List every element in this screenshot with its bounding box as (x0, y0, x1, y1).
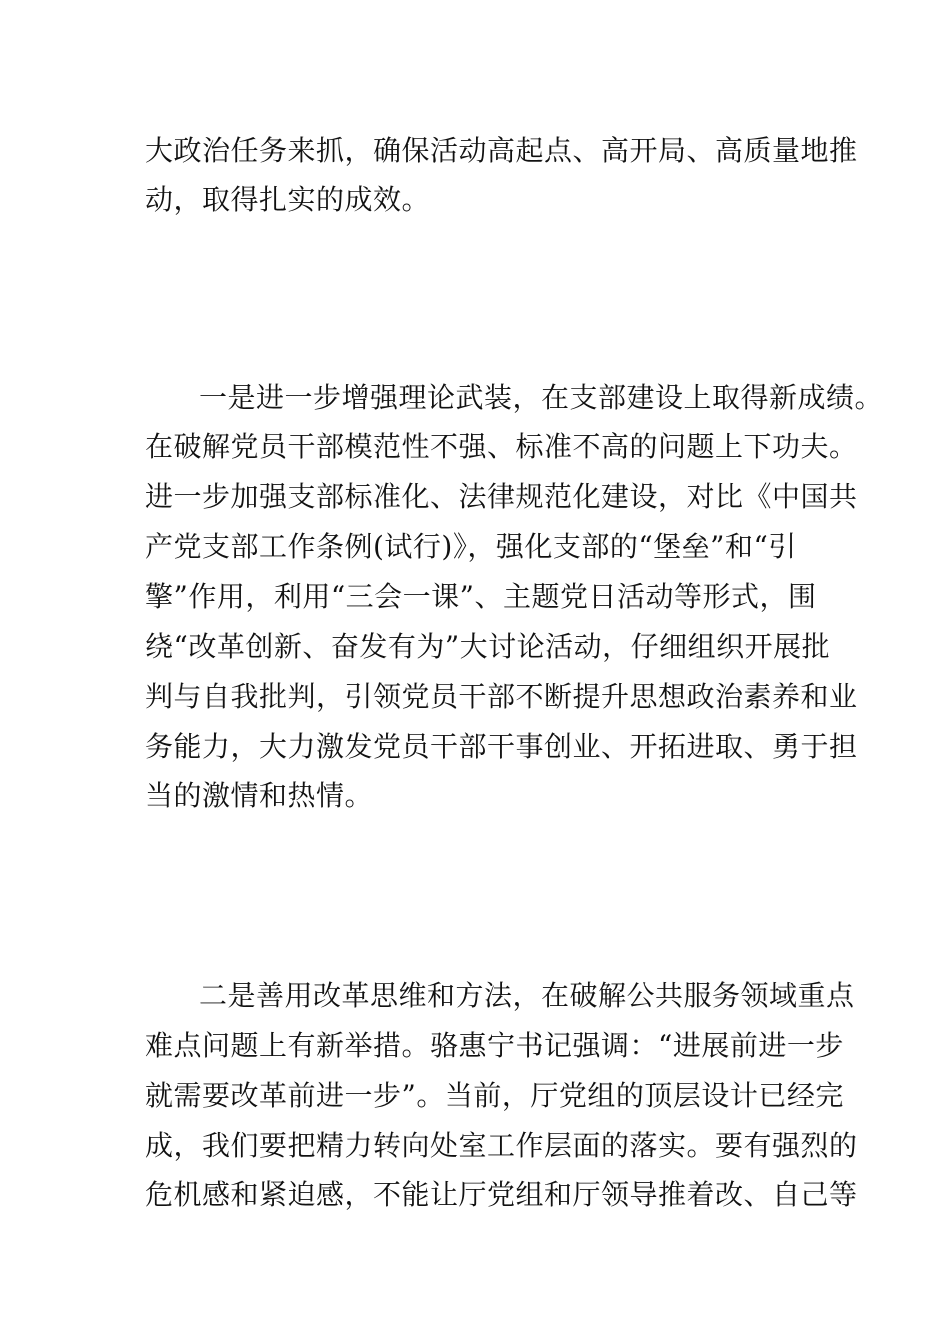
text-line: 务能力，大力激发党员干部干事创业、开拓进取、勇于担 (145, 730, 858, 763)
text-line: 危机感和紧迫感，不能让厅党组和厅领导推着改、自己等 (145, 1178, 858, 1211)
text-line: 在破解党员干部模范性不强、标准不高的问题上下功夫。 (145, 430, 858, 463)
text-line: 当的激情和热情。 (145, 779, 374, 812)
text-line: 就需要改革前进一步”。当前，厅党组的顶层设计已经完 (145, 1079, 844, 1112)
text-line: 进一步加强支部标准化、法律规范化建设，对比《中国共 (145, 480, 858, 513)
text-line: 动，取得扎实的成效。 (145, 183, 431, 216)
text-line: 产党支部工作条例(试行)》，强化支部的“堡垒”和“引 (145, 530, 797, 563)
text-line: 一是进一步增强理论武装，在支部建设上取得新成绩。 (199, 381, 884, 414)
text-line: 大政治任务来抓，确保活动高起点、高开局、高质量地推 (145, 134, 858, 167)
text-line: 判与自我批判，引领党员干部不断提升思想政治素养和业 (145, 680, 858, 713)
text-line: 绕“改革创新、奋发有为”大讨论活动，仔细组织开展批 (145, 630, 831, 663)
text-line: 成，我们要把精力转向处室工作层面的落实。要有强烈的 (145, 1129, 858, 1162)
text-line: 擎”作用，利用“三会一课”、主题党日活动等形式，围 (145, 580, 817, 613)
text-line: 难点问题上有新举措。骆惠宁书记强调：“进展前进一步 (145, 1029, 844, 1062)
text-line: 二是善用改革思维和方法，在破解公共服务领域重点 (199, 979, 855, 1012)
